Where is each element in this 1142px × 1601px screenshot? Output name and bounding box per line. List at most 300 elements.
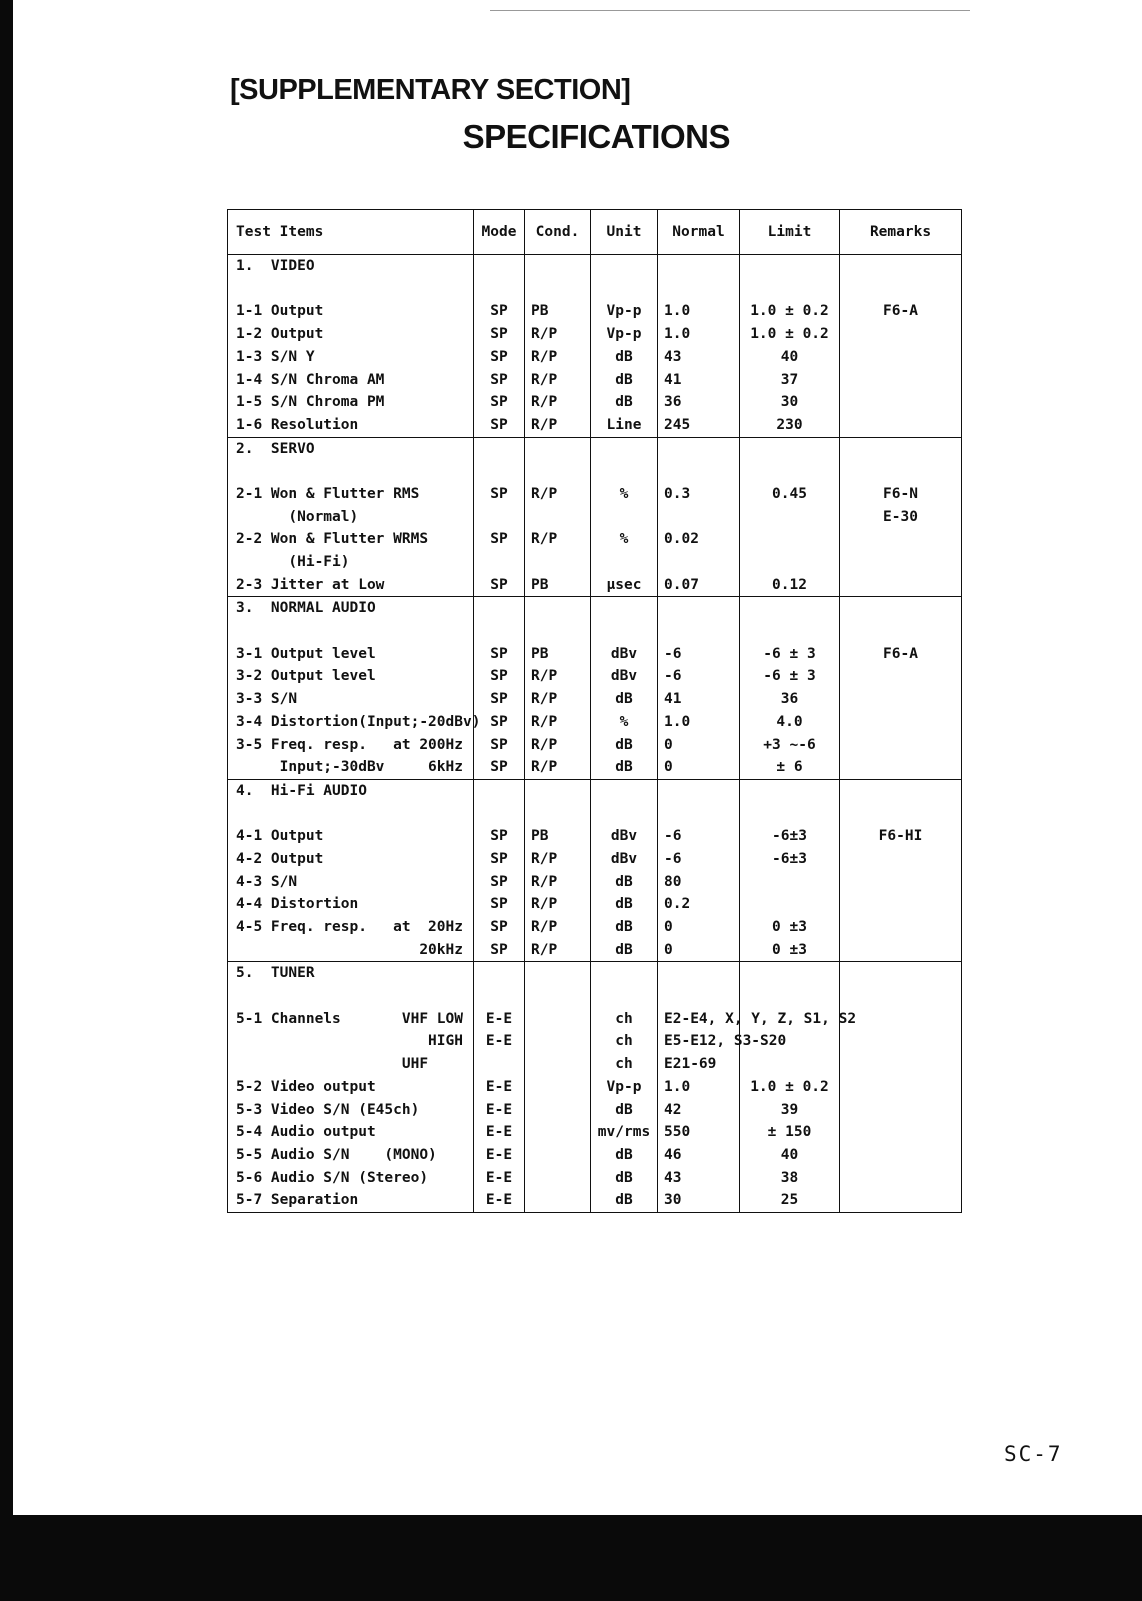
empty-cell [840, 437, 962, 460]
cell-unit: dBv [591, 643, 658, 666]
group-title: 1. VIDEO [228, 255, 474, 278]
table-row [228, 916, 962, 939]
cell-normal: 0.02 [658, 528, 740, 551]
cell-test-item: 4-4 Distortion [228, 893, 474, 916]
cell-test-item: 5-5 Audio S/N (MONO) [228, 1144, 474, 1167]
empty-cell [525, 620, 591, 643]
cell-mode [474, 551, 525, 574]
cell-limit: 1.0 ± 0.2 [740, 1076, 840, 1099]
cell-limit [740, 528, 840, 551]
cell-cond: R/P [525, 848, 591, 871]
empty-cell [658, 803, 740, 826]
empty-cell [525, 985, 591, 1008]
empty-cell [525, 460, 591, 483]
table-row [228, 1167, 962, 1190]
cell-limit: 1.0 ± 0.2 [740, 323, 840, 346]
cell-normal: -6 [658, 848, 740, 871]
cell-test-item: 1-6 Resolution [228, 414, 474, 437]
cell-remarks [840, 391, 962, 414]
cell-limit: 38 [740, 1167, 840, 1190]
empty-cell [658, 985, 740, 1008]
empty-cell [658, 620, 740, 643]
empty-cell [474, 779, 525, 802]
left-scan-border [0, 0, 13, 1601]
cell-mode: SP [474, 483, 525, 506]
cell-mode: E-E [474, 1076, 525, 1099]
cell-normal: 43 [658, 1167, 740, 1190]
empty-cell [740, 278, 840, 301]
cell-test-item: 2-1 Won & Flutter RMS [228, 483, 474, 506]
cell-unit: ch [591, 1008, 658, 1031]
group-title: 3. NORMAL AUDIO [228, 597, 474, 620]
page-title: SPECIFICATIONS [462, 118, 730, 155]
group-title-row [228, 962, 962, 985]
empty-cell [591, 620, 658, 643]
specifications-table [227, 209, 962, 1213]
cell-limit [740, 871, 840, 894]
cell-remarks [840, 1076, 962, 1099]
table-group [228, 255, 962, 438]
empty-cell [474, 255, 525, 278]
table-row [228, 1189, 962, 1212]
cell-unit: dB [591, 871, 658, 894]
cell-normal: 0.3 [658, 483, 740, 506]
cell-test-item: 3-5 Freq. resp. at 200Hz [228, 733, 474, 756]
empty-cell [658, 460, 740, 483]
table-row [228, 939, 962, 962]
cell-normal: 0 [658, 916, 740, 939]
table-row [228, 1053, 962, 1076]
cell-test-item: 4-3 S/N [228, 871, 474, 894]
cell-limit: -6±3 [740, 825, 840, 848]
cell-mode [474, 1053, 525, 1076]
empty-cell [228, 985, 474, 1008]
cell-limit [740, 551, 840, 574]
cell-normal: 0 [658, 756, 740, 779]
cell-unit: % [591, 528, 658, 551]
cell-normal: 1.0 [658, 323, 740, 346]
cell-test-item: HIGH [228, 1030, 474, 1053]
cell-test-item: 20kHz [228, 939, 474, 962]
cell-limit: 0.45 [740, 483, 840, 506]
cell-mode: SP [474, 871, 525, 894]
cell-unit: dB [591, 893, 658, 916]
cell-unit: mv/rms [591, 1121, 658, 1144]
empty-cell [591, 597, 658, 620]
empty-cell [591, 437, 658, 460]
cell-limit [740, 1053, 840, 1076]
cell-cond: R/P [525, 688, 591, 711]
cell-mode: E-E [474, 1098, 525, 1121]
table-row [228, 1076, 962, 1099]
cell-unit: Vp-p [591, 1076, 658, 1099]
empty-cell [591, 962, 658, 985]
spacer-row [228, 620, 962, 643]
cell-unit: dBv [591, 665, 658, 688]
cell-mode: E-E [474, 1189, 525, 1212]
table-row [228, 688, 962, 711]
group-title-row [228, 255, 962, 278]
cell-limit: 230 [740, 414, 840, 437]
empty-cell [525, 962, 591, 985]
table-row [228, 346, 962, 369]
cell-remarks [840, 1030, 962, 1053]
spacer-row [228, 278, 962, 301]
table-row [228, 528, 962, 551]
cell-limit: 39 [740, 1098, 840, 1121]
cell-mode: E-E [474, 1144, 525, 1167]
table-group [228, 779, 962, 962]
cell-limit [740, 893, 840, 916]
empty-cell [591, 255, 658, 278]
empty-cell [658, 437, 740, 460]
cell-test-item: 3-1 Output level [228, 643, 474, 666]
empty-cell [474, 460, 525, 483]
cell-cond: R/P [525, 483, 591, 506]
cell-unit: dB [591, 368, 658, 391]
column-header-limit: Limit [740, 210, 840, 255]
table-group [228, 962, 962, 1213]
cell-test-item: 3-2 Output level [228, 665, 474, 688]
empty-cell [840, 597, 962, 620]
empty-cell [740, 255, 840, 278]
empty-cell [228, 460, 474, 483]
table-row [228, 300, 962, 323]
table-row [228, 1098, 962, 1121]
cell-cond [525, 1030, 591, 1053]
cell-mode: E-E [474, 1030, 525, 1053]
table-row [228, 1121, 962, 1144]
cell-normal: 30 [658, 1189, 740, 1212]
cell-normal: 1.0 [658, 300, 740, 323]
section-heading: [SUPPLEMENTARY SECTION] [230, 74, 631, 106]
cell-normal: 41 [658, 688, 740, 711]
spacer-row [228, 985, 962, 1008]
empty-cell [840, 620, 962, 643]
cell-normal: 36 [658, 391, 740, 414]
cell-limit: ± 150 [740, 1121, 840, 1144]
empty-cell [474, 962, 525, 985]
cell-normal: E2-E4, X, Y, Z, S1, S2 [658, 1008, 740, 1031]
cell-remarks [840, 939, 962, 962]
cell-cond [525, 551, 591, 574]
cell-mode: SP [474, 346, 525, 369]
spacer-row [228, 460, 962, 483]
table-row [228, 574, 962, 597]
table-row [228, 368, 962, 391]
cell-mode: SP [474, 368, 525, 391]
cell-cond: R/P [525, 391, 591, 414]
cell-mode: SP [474, 528, 525, 551]
cell-normal: 0 [658, 733, 740, 756]
cell-mode: E-E [474, 1167, 525, 1190]
cell-normal: 550 [658, 1121, 740, 1144]
cell-test-item: 1-5 S/N Chroma PM [228, 391, 474, 414]
empty-cell [591, 985, 658, 1008]
cell-cond: R/P [525, 916, 591, 939]
cell-limit: -6 ± 3 [740, 643, 840, 666]
column-header-mode: Mode [474, 210, 525, 255]
cell-unit [591, 506, 658, 529]
cell-test-item: 5-4 Audio output [228, 1121, 474, 1144]
cell-unit: dB [591, 733, 658, 756]
cell-mode: SP [474, 893, 525, 916]
cell-limit: 1.0 ± 0.2 [740, 300, 840, 323]
table-row [228, 665, 962, 688]
cell-cond [525, 1076, 591, 1099]
cell-limit: -6±3 [740, 848, 840, 871]
empty-cell [658, 779, 740, 802]
cell-test-item: 1-3 S/N Y [228, 346, 474, 369]
cell-normal: 0.2 [658, 893, 740, 916]
table-row [228, 733, 962, 756]
empty-cell [525, 278, 591, 301]
empty-cell [474, 278, 525, 301]
cell-cond: R/P [525, 323, 591, 346]
empty-cell [474, 597, 525, 620]
cell-remarks [840, 551, 962, 574]
cell-remarks [840, 688, 962, 711]
cell-remarks [840, 1098, 962, 1121]
cell-normal: 80 [658, 871, 740, 894]
cell-mode: SP [474, 391, 525, 414]
cell-limit: 25 [740, 1189, 840, 1212]
cell-test-item: 1-1 Output [228, 300, 474, 323]
cell-cond [525, 1098, 591, 1121]
cell-test-item: 5-6 Audio S/N (Stereo) [228, 1167, 474, 1190]
table-row [228, 643, 962, 666]
cell-cond [525, 1121, 591, 1144]
cell-unit: dBv [591, 825, 658, 848]
cell-cond: R/P [525, 368, 591, 391]
cell-unit: dB [591, 916, 658, 939]
cell-mode: SP [474, 574, 525, 597]
cell-remarks [840, 574, 962, 597]
cell-limit: +3 ~-6 [740, 733, 840, 756]
empty-cell [740, 779, 840, 802]
cell-limit: -6 ± 3 [740, 665, 840, 688]
empty-cell [840, 460, 962, 483]
cell-cond: R/P [525, 711, 591, 734]
cell-normal [658, 506, 740, 529]
cell-unit: ch [591, 1053, 658, 1076]
cell-cond [525, 1144, 591, 1167]
cell-mode: SP [474, 825, 525, 848]
cell-cond [525, 1189, 591, 1212]
cell-remarks: F6-A [840, 643, 962, 666]
cell-remarks [840, 323, 962, 346]
cell-limit: 40 [740, 346, 840, 369]
cell-normal: 245 [658, 414, 740, 437]
empty-cell [740, 803, 840, 826]
cell-remarks [840, 1189, 962, 1212]
empty-cell [474, 620, 525, 643]
cell-remarks: E-30 [840, 506, 962, 529]
page-number: SC-7 [1004, 1442, 1063, 1466]
group-title: 5. TUNER [228, 962, 474, 985]
cell-unit [591, 551, 658, 574]
cell-limit [740, 506, 840, 529]
empty-cell [228, 803, 474, 826]
cell-normal: E21-69 [658, 1053, 740, 1076]
empty-cell [840, 255, 962, 278]
cell-mode: SP [474, 665, 525, 688]
empty-cell [591, 460, 658, 483]
empty-cell [740, 437, 840, 460]
empty-cell [591, 779, 658, 802]
table-header-row [228, 210, 962, 255]
cell-mode: SP [474, 916, 525, 939]
cell-cond: R/P [525, 665, 591, 688]
cell-test-item: 3-4 Distortion(Input;-20dBv) [228, 711, 474, 734]
cell-unit: dB [591, 391, 658, 414]
cell-cond: R/P [525, 939, 591, 962]
empty-cell [228, 278, 474, 301]
cell-normal: 42 [658, 1098, 740, 1121]
cell-mode: SP [474, 414, 525, 437]
table-group [228, 597, 962, 780]
cell-cond: PB [525, 300, 591, 323]
cell-cond: R/P [525, 414, 591, 437]
empty-cell [740, 597, 840, 620]
cell-mode: E-E [474, 1121, 525, 1144]
cell-test-item: 4-2 Output [228, 848, 474, 871]
empty-cell [591, 803, 658, 826]
group-title-row [228, 437, 962, 460]
cell-unit: ch [591, 1030, 658, 1053]
empty-cell [840, 779, 962, 802]
cell-limit: 30 [740, 391, 840, 414]
cell-remarks [840, 1053, 962, 1076]
table-row [228, 506, 962, 529]
empty-cell [474, 985, 525, 1008]
cell-test-item: 2-3 Jitter at Low [228, 574, 474, 597]
column-header-test-items: Test Items [228, 210, 474, 255]
group-title: 4. Hi-Fi AUDIO [228, 779, 474, 802]
empty-cell [474, 803, 525, 826]
cell-test-item: UHF [228, 1053, 474, 1076]
table-row [228, 323, 962, 346]
top-rule [490, 10, 970, 11]
cell-normal: 1.0 [658, 1076, 740, 1099]
empty-cell [658, 962, 740, 985]
cell-mode: SP [474, 323, 525, 346]
cell-unit: μsec [591, 574, 658, 597]
cell-test-item: 5-7 Separation [228, 1189, 474, 1212]
cell-unit: dB [591, 1098, 658, 1121]
table-row [228, 756, 962, 779]
empty-cell [740, 620, 840, 643]
empty-cell [525, 597, 591, 620]
cell-remarks [840, 871, 962, 894]
cell-normal: -6 [658, 825, 740, 848]
empty-cell [658, 597, 740, 620]
cell-remarks [840, 1144, 962, 1167]
cell-cond: R/P [525, 733, 591, 756]
empty-cell [840, 985, 962, 1008]
cell-cond [525, 1167, 591, 1190]
cell-mode: SP [474, 733, 525, 756]
table-row [228, 711, 962, 734]
cell-unit: dB [591, 688, 658, 711]
cell-unit: dB [591, 1189, 658, 1212]
cell-remarks [840, 756, 962, 779]
cell-remarks [840, 665, 962, 688]
cell-remarks: F6-HI [840, 825, 962, 848]
cell-remarks [840, 1121, 962, 1144]
bottom-scan-border [0, 1515, 1142, 1601]
cell-unit: dB [591, 346, 658, 369]
cell-unit: dB [591, 1144, 658, 1167]
cell-mode: SP [474, 643, 525, 666]
cell-unit: Line [591, 414, 658, 437]
cell-unit: dB [591, 939, 658, 962]
cell-test-item: 4-1 Output [228, 825, 474, 848]
cell-mode: E-E [474, 1008, 525, 1031]
cell-mode: SP [474, 711, 525, 734]
cell-normal: -6 [658, 643, 740, 666]
empty-cell [740, 985, 840, 1008]
cell-limit: 4.0 [740, 711, 840, 734]
cell-remarks [840, 711, 962, 734]
table-row [228, 1144, 962, 1167]
cell-cond: R/P [525, 346, 591, 369]
cell-cond [525, 506, 591, 529]
cell-remarks [840, 368, 962, 391]
column-header-cond: Cond. [525, 210, 591, 255]
cell-cond [525, 1008, 591, 1031]
cell-test-item: Input;-30dBv 6kHz [228, 756, 474, 779]
cell-remarks [840, 916, 962, 939]
cell-remarks [840, 414, 962, 437]
group-title-row [228, 597, 962, 620]
cell-test-item: 2-2 Won & Flutter WRMS [228, 528, 474, 551]
table-row [228, 848, 962, 871]
empty-cell [840, 962, 962, 985]
table-row [228, 483, 962, 506]
cell-normal: 0.07 [658, 574, 740, 597]
cell-normal: 43 [658, 346, 740, 369]
cell-cond: R/P [525, 756, 591, 779]
cell-test-item: 1-2 Output [228, 323, 474, 346]
cell-limit: 0 ±3 [740, 939, 840, 962]
cell-unit: dB [591, 756, 658, 779]
empty-cell [525, 255, 591, 278]
cell-test-item: (Normal) [228, 506, 474, 529]
cell-normal: -6 [658, 665, 740, 688]
cell-normal: E5-E12, S3-S20 [658, 1030, 740, 1053]
table-row [228, 1030, 962, 1053]
cell-cond: PB [525, 825, 591, 848]
table-row [228, 414, 962, 437]
cell-cond: R/P [525, 871, 591, 894]
cell-test-item: 3-3 S/N [228, 688, 474, 711]
cell-mode: SP [474, 688, 525, 711]
group-title-row [228, 779, 962, 802]
empty-cell [591, 278, 658, 301]
cell-mode: SP [474, 300, 525, 323]
cell-remarks [840, 346, 962, 369]
group-title: 2. SERVO [228, 437, 474, 460]
cell-test-item: 5-2 Video output [228, 1076, 474, 1099]
cell-remarks [840, 893, 962, 916]
cell-remarks: F6-A [840, 300, 962, 323]
cell-remarks [840, 528, 962, 551]
empty-cell [228, 620, 474, 643]
cell-limit: ± 6 [740, 756, 840, 779]
cell-test-item: 4-5 Freq. resp. at 20Hz [228, 916, 474, 939]
cell-unit: Vp-p [591, 323, 658, 346]
